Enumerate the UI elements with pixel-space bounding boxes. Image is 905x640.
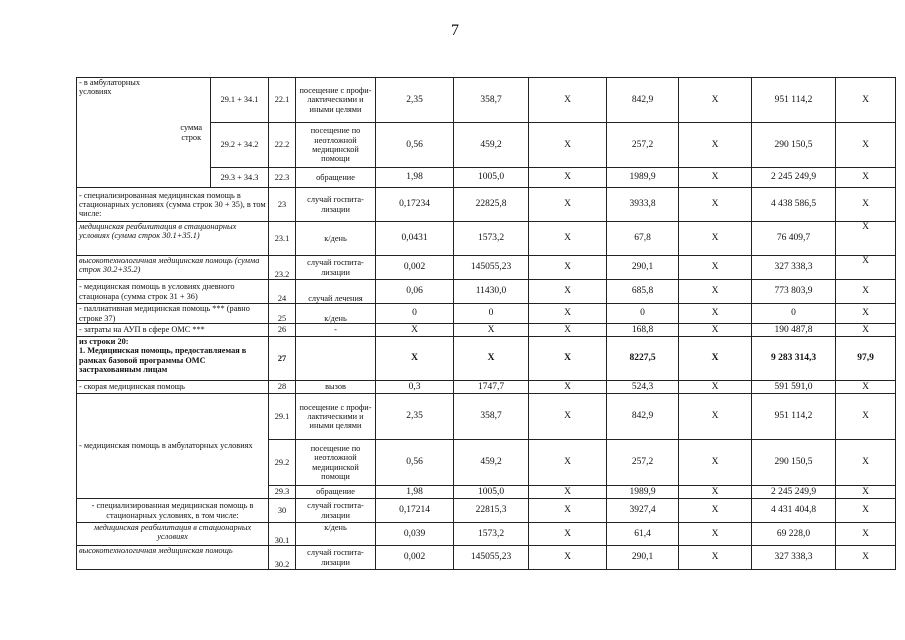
cell: Х <box>529 324 607 337</box>
row-unit: случай госпита-лизации <box>296 546 376 570</box>
cell: 290 150,5 <box>752 440 836 486</box>
table-row <box>77 394 896 440</box>
row-unit: посещение с профи-лактическими и иными целями <box>296 394 376 440</box>
row-unit: обращение <box>296 486 376 499</box>
cell: 685,8 <box>607 280 679 304</box>
row-unit: посещение по неотложной медицинской помощи <box>296 440 376 486</box>
cell: 358,7 <box>454 78 529 123</box>
cell: 290,1 <box>607 256 679 280</box>
cell: Х <box>529 499 607 523</box>
cell: 951 114,2 <box>752 78 836 123</box>
row-number: 22.1 <box>269 78 296 123</box>
cell: 0,002 <box>376 546 454 570</box>
row-label: - скорая медицинская помощь <box>77 381 269 394</box>
row-unit: случай госпита-лизации <box>296 499 376 523</box>
cell: Х <box>679 546 752 570</box>
row-unit: случай госпита-лизации <box>296 256 376 280</box>
row-label: - специализированная медицинская помощь в стационарных условиях (сумма строк 30 + 35), в том числе: <box>77 188 269 222</box>
row-number: 27 <box>269 337 296 381</box>
row-number: 28 <box>269 381 296 394</box>
row-label: - медицинская помощь в условиях дневного стационара (сумма строк 31 + 36) <box>77 280 269 304</box>
row-label: - затраты на АУП в сфере ОМС *** <box>77 324 269 337</box>
row-unit: к/день <box>296 222 376 256</box>
row-unit: случай госпита-лизации <box>296 188 376 222</box>
cell: Х <box>529 304 607 324</box>
cell: 0 <box>752 304 836 324</box>
cell: Х <box>836 168 896 188</box>
row-unit: к/день <box>296 523 376 546</box>
cell: 0,56 <box>376 123 454 168</box>
cell: 1989,9 <box>607 168 679 188</box>
table-row <box>77 188 896 222</box>
row-label: медицинская реабилитация в стационарных условиях <box>77 523 269 546</box>
cell: 69 228,0 <box>752 523 836 546</box>
cell: 2 245 249,9 <box>752 486 836 499</box>
cell: Х <box>679 168 752 188</box>
cell: 97,9 <box>836 337 896 381</box>
cell: 1989,9 <box>607 486 679 499</box>
cell: 0,56 <box>376 440 454 486</box>
cell: Х <box>679 394 752 440</box>
cell: 951 114,2 <box>752 394 836 440</box>
cell: Х <box>679 188 752 222</box>
row-label: высокотехнологичная медицинская помощь <box>77 546 269 570</box>
row-formula: 29.1 + 34.1 <box>211 78 269 123</box>
cell: Х <box>836 440 896 486</box>
cell: 0,06 <box>376 280 454 304</box>
cell: Х <box>679 499 752 523</box>
table-row <box>77 78 896 123</box>
cell: Х <box>529 523 607 546</box>
row-unit: случай лечения <box>296 280 376 304</box>
table-row <box>77 280 896 304</box>
cell: 1573,2 <box>454 523 529 546</box>
cell: Х <box>679 78 752 123</box>
cell: Х <box>529 222 607 256</box>
row-sum-label: сумма строк <box>173 78 211 188</box>
cell: 591 591,0 <box>752 381 836 394</box>
row-label: - медицинская помощь в амбулаторных условиях <box>77 394 269 499</box>
table-row <box>77 256 896 280</box>
cell: Х <box>529 123 607 168</box>
cell: 0,0431 <box>376 222 454 256</box>
cell: 22825,8 <box>454 188 529 222</box>
row-unit: посещение по неотложной медицинской помощи <box>296 123 376 168</box>
row-unit: - <box>296 324 376 337</box>
cell: 358,7 <box>454 394 529 440</box>
row-unit <box>296 337 376 381</box>
cell: Х <box>679 256 752 280</box>
cell: 257,2 <box>607 440 679 486</box>
cell: 1573,2 <box>454 222 529 256</box>
cell: Х <box>836 394 896 440</box>
cell: Х <box>836 123 896 168</box>
cell: 1,98 <box>376 168 454 188</box>
cell: 327 338,3 <box>752 256 836 280</box>
row-unit: посещение с профи-лактическими и иными целями <box>296 78 376 123</box>
cell: Х <box>529 188 607 222</box>
row-label: - паллиативная медицинская помощь *** (равно строке 37) <box>77 304 269 324</box>
cell: Х <box>529 440 607 486</box>
cell: Х <box>679 523 752 546</box>
table-row <box>77 222 896 256</box>
cell: Х <box>679 123 752 168</box>
cell: Х <box>679 304 752 324</box>
table-row <box>77 324 896 337</box>
cell: 842,9 <box>607 394 679 440</box>
row-label: высокотехнологичная медицинская помощь (сумма строк 30.2+35.2) <box>77 256 269 280</box>
cell: Х <box>679 222 752 256</box>
cell: 290 150,5 <box>752 123 836 168</box>
cell: 9 283 314,3 <box>752 337 836 381</box>
cell: 8227,5 <box>607 337 679 381</box>
cell: 145055,23 <box>454 546 529 570</box>
row-number: 25 <box>269 304 296 324</box>
cell: Х <box>836 256 896 280</box>
cell: Х <box>529 256 607 280</box>
cell: 168,8 <box>607 324 679 337</box>
cell: 3933,8 <box>607 188 679 222</box>
row-label-intro: из строки 20: <box>79 337 129 346</box>
cell: 0 <box>454 304 529 324</box>
cell: 257,2 <box>607 123 679 168</box>
row-number: 30 <box>269 499 296 523</box>
cell: Х <box>836 222 896 256</box>
row-number: 29.1 <box>269 394 296 440</box>
row-number: 23 <box>269 188 296 222</box>
cell: 11430,0 <box>454 280 529 304</box>
row-number: 30.2 <box>269 546 296 570</box>
row-number: 22.3 <box>269 168 296 188</box>
table-row <box>77 304 896 324</box>
cell: Х <box>836 304 896 324</box>
table-row <box>77 546 896 570</box>
cell: Х <box>836 78 896 123</box>
row-number: 22.2 <box>269 123 296 168</box>
row-number: 23.2 <box>269 256 296 280</box>
row-number: 29.3 <box>269 486 296 499</box>
cell: 2,35 <box>376 78 454 123</box>
cell: Х <box>836 188 896 222</box>
row-label-main: 1. Медицинская помощь, предоставляемая в рамках базовой программы ОМС застрахованным лицам <box>79 346 247 374</box>
cell: 0 <box>376 304 454 324</box>
cell: Х <box>529 546 607 570</box>
cell: 4 431 404,8 <box>752 499 836 523</box>
cell: 0,17234 <box>376 188 454 222</box>
cell: Х <box>679 324 752 337</box>
cell: 61,4 <box>607 523 679 546</box>
row-label: - в амбулаторных условиях <box>77 78 173 188</box>
row-number: 23.1 <box>269 222 296 256</box>
cell: Х <box>679 440 752 486</box>
cell: 2 245 249,9 <box>752 168 836 188</box>
cell: 1747,7 <box>454 381 529 394</box>
cell: Х <box>529 78 607 123</box>
row-number: 26 <box>269 324 296 337</box>
row-number: 29.2 <box>269 440 296 486</box>
cell: Х <box>454 337 529 381</box>
cell: Х <box>836 546 896 570</box>
cell: 1005,0 <box>454 168 529 188</box>
financing-table <box>76 77 896 570</box>
cell: 190 487,8 <box>752 324 836 337</box>
table-row <box>77 381 896 394</box>
row-number: 24 <box>269 280 296 304</box>
row-label: медицинская реабилитация в стационарных условиях (сумма строк 30.1+35.1) <box>77 222 269 256</box>
cell: Х <box>836 486 896 499</box>
cell: 290,1 <box>607 546 679 570</box>
cell: Х <box>679 280 752 304</box>
cell: 76 409,7 <box>752 222 836 256</box>
cell: Х <box>679 337 752 381</box>
cell: 459,2 <box>454 440 529 486</box>
cell: 3927,4 <box>607 499 679 523</box>
cell: 0,17214 <box>376 499 454 523</box>
cell: Х <box>836 381 896 394</box>
cell: 524,3 <box>607 381 679 394</box>
cell: 459,2 <box>454 123 529 168</box>
cell: 0,039 <box>376 523 454 546</box>
row-formula: 29.3 + 34.3 <box>211 168 269 188</box>
row-label: - специализированная медицинская помощь в стационарных условиях, в том числе: <box>77 499 269 523</box>
cell: Х <box>679 486 752 499</box>
cell: Х <box>529 280 607 304</box>
cell: 327 338,3 <box>752 546 836 570</box>
cell: Х <box>376 337 454 381</box>
cell: 0,3 <box>376 381 454 394</box>
cell: Х <box>679 381 752 394</box>
cell: 773 803,9 <box>752 280 836 304</box>
cell: Х <box>529 337 607 381</box>
row-unit: вызов <box>296 381 376 394</box>
cell: Х <box>836 523 896 546</box>
row-formula: 29.2 + 34.2 <box>211 123 269 168</box>
cell: Х <box>529 486 607 499</box>
row-number: 30.1 <box>269 523 296 546</box>
cell: 1,98 <box>376 486 454 499</box>
cell: Х <box>529 381 607 394</box>
cell: Х <box>454 324 529 337</box>
row-label <box>77 337 269 381</box>
cell: Х <box>836 280 896 304</box>
cell: 842,9 <box>607 78 679 123</box>
table-row <box>77 337 896 381</box>
cell: Х <box>529 394 607 440</box>
cell: 2,35 <box>376 394 454 440</box>
table-row <box>77 499 896 523</box>
page-number: 7 <box>451 22 459 39</box>
cell: 22815,3 <box>454 499 529 523</box>
cell: Х <box>836 499 896 523</box>
row-unit: к/день <box>296 304 376 324</box>
cell: 67,8 <box>607 222 679 256</box>
table-row <box>77 523 896 546</box>
cell: 0 <box>607 304 679 324</box>
cell: Х <box>376 324 454 337</box>
cell: Х <box>836 324 896 337</box>
cell: 145055,23 <box>454 256 529 280</box>
cell: 1005,0 <box>454 486 529 499</box>
row-unit: обращение <box>296 168 376 188</box>
cell: Х <box>529 168 607 188</box>
cell: 0,002 <box>376 256 454 280</box>
cell: 4 438 586,5 <box>752 188 836 222</box>
